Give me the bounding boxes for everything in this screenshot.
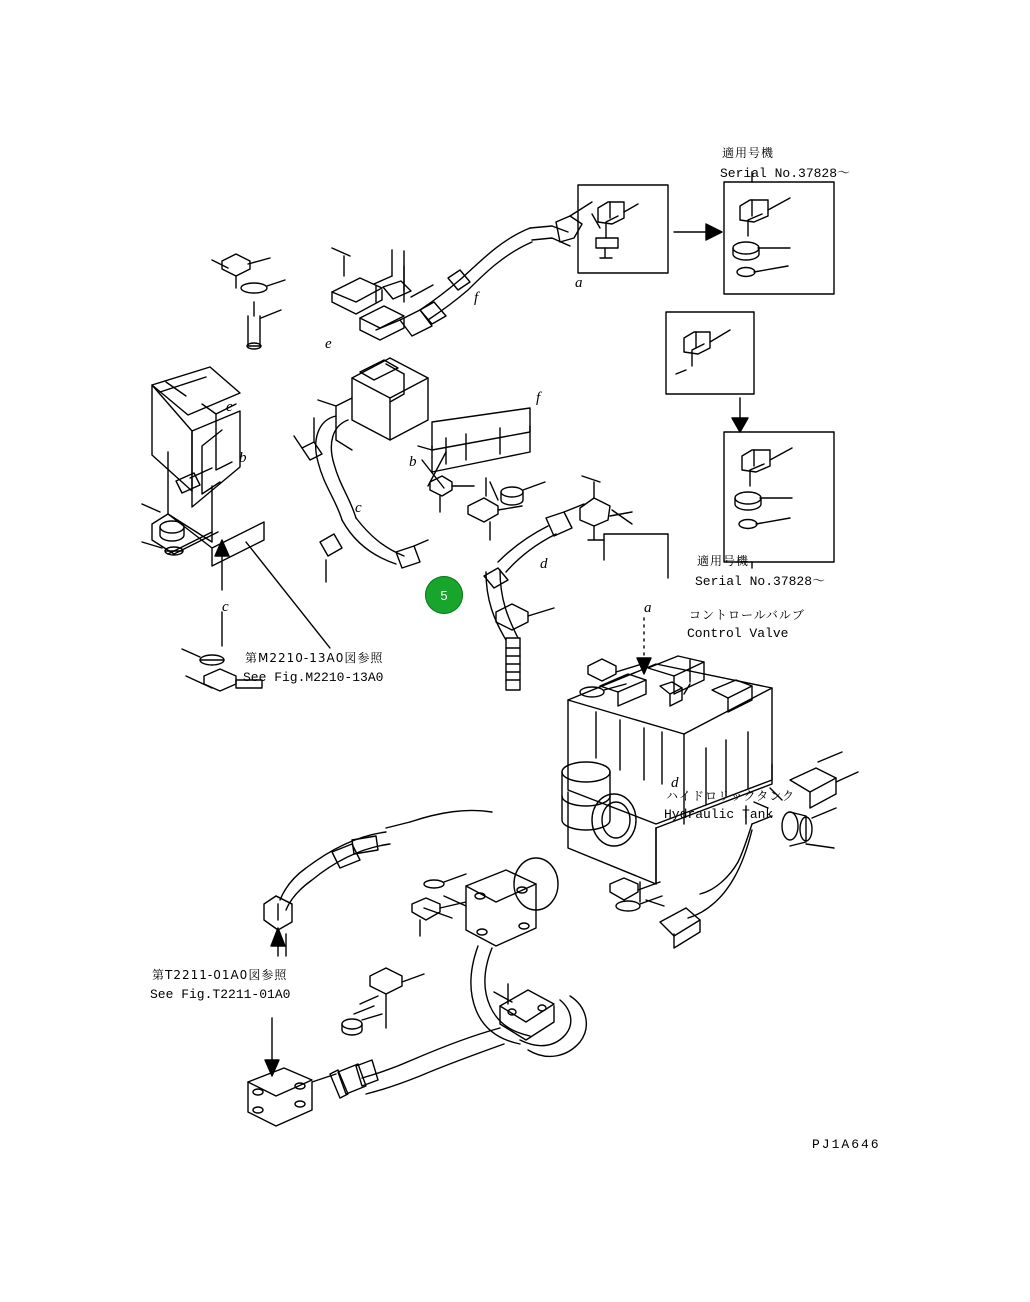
callout-d-low: d <box>671 775 679 791</box>
drawing-code: PJ1A646 <box>812 1137 881 1152</box>
see-fig-t2211-en: See Fig.T2211-01A0 <box>150 987 291 1002</box>
see-fig-t2211-jp: 第T2211-01A0図参照 <box>152 968 288 982</box>
hydraulic-tank-label-en: Hydraulic Tank <box>664 807 774 822</box>
callout-e-upper: e <box>325 336 332 352</box>
serial-note-bottom-jp: 適用号機 <box>697 554 750 568</box>
callout-e-left: e <box>226 399 233 415</box>
callout-a-mid: a <box>644 600 652 616</box>
serial-note-bottom-en: Serial No.37828～ <box>695 574 826 589</box>
control-valve-label-en: Control Valve <box>687 626 789 641</box>
highlighted-part-badge[interactable]: 5 <box>425 576 463 614</box>
hydraulic-tank-label-jp: ハイドロリックタンク <box>666 789 796 803</box>
callout-a-top: a <box>575 275 583 291</box>
callout-f-mid: f <box>536 390 541 406</box>
callout-f-top: f <box>474 290 479 306</box>
serial-note-top-en: Serial No.37828～ <box>720 166 851 181</box>
see-fig-m2210-jp: 第M2210-13A0図参照 <box>245 651 384 665</box>
callout-b-mid: b <box>409 454 417 470</box>
callout-c-left: c <box>222 599 229 615</box>
callout-d-mid: d <box>540 556 548 572</box>
callout-c-mid: c <box>355 500 362 516</box>
callout-b-left: b <box>239 450 247 466</box>
serial-note-top-jp: 適用号機 <box>722 146 775 160</box>
see-fig-m2210-en: See Fig.M2210-13A0 <box>243 670 384 685</box>
control-valve-label-jp: コントロールバルブ <box>689 608 805 622</box>
